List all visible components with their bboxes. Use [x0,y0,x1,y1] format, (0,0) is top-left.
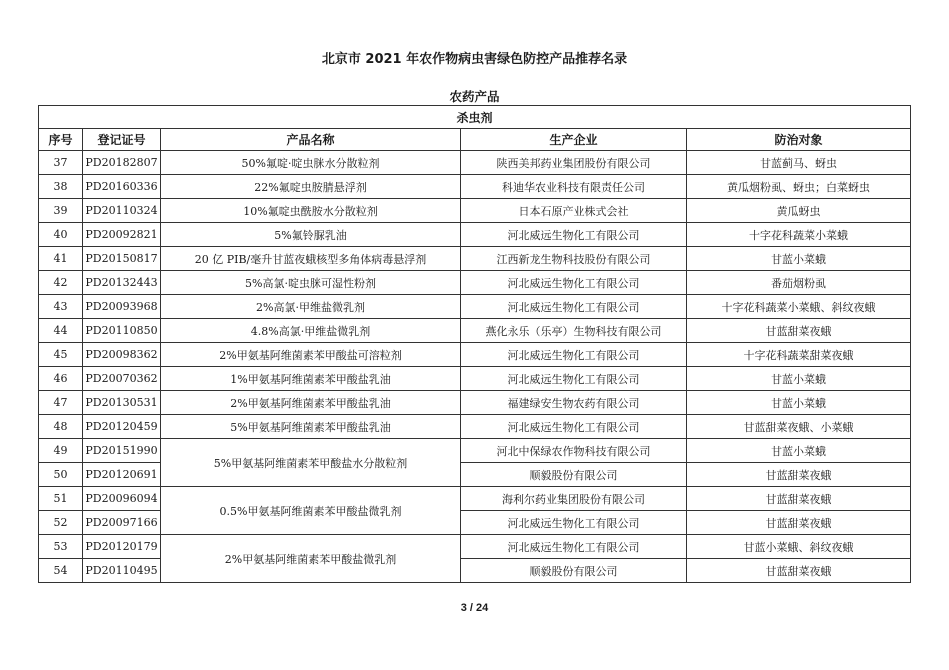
row-product: 22%氟啶虫胺腈悬浮剂 [161,175,461,199]
row-product: 2%甲氨基阿维菌素苯甲酸盐微乳剂 [161,535,461,583]
col-header-reg-no: 登记证号 [83,129,161,151]
row-company: 河北威远生物化工有限公司 [461,343,687,367]
table-row [39,247,911,271]
row-index: 44 [39,319,83,343]
table-row [39,271,911,295]
row-product: 10%氟啶虫酰胺水分散粒剂 [161,199,461,223]
row-target: 十字花科蔬菜小菜蛾、斜纹夜蛾 [687,295,911,319]
row-product: 1%甲氨基阿维菌素苯甲酸盐乳油 [161,367,461,391]
row-target: 甘蓝小菜蛾 [687,367,911,391]
row-target: 甘蓝甜菜夜蛾 [687,559,911,583]
row-target: 甘蓝小菜蛾、斜纹夜蛾 [687,535,911,559]
row-product: 5%氟铃脲乳油 [161,223,461,247]
row-reg-no: PD20151990 [83,439,161,463]
row-index: 42 [39,271,83,295]
row-target: 黄瓜蚜虫 [687,199,911,223]
row-target: 甘蓝甜菜夜蛾 [687,487,911,511]
row-product: 5%甲氨基阿维菌素苯甲酸盐水分散粒剂 [161,439,461,487]
row-reg-no: PD20132443 [83,271,161,295]
table-row [39,439,911,463]
row-product: 2%高氯·甲维盐微乳剂 [161,295,461,319]
table-row [39,391,911,415]
row-company: 江西新龙生物科技股份有限公司 [461,247,687,271]
row-index: 51 [39,487,83,511]
table-row [39,535,911,559]
category-header: 杀虫剂 [39,106,911,129]
row-product: 4.8%高氯·甲维盐微乳剂 [161,319,461,343]
row-company: 河北威远生物化工有限公司 [461,271,687,295]
row-reg-no: PD20070362 [83,367,161,391]
page-indicator: 3 / 24 [460,602,489,614]
product-table [38,105,911,583]
row-target: 甘蓝蓟马、蚜虫 [687,151,911,175]
table-row [39,295,911,319]
row-company: 燕化永乐（乐亭）生物科技有限公司 [461,319,687,343]
col-header-company: 生产企业 [461,129,687,151]
row-index: 38 [39,175,83,199]
row-index: 54 [39,559,83,583]
row-target: 番茄烟粉虱 [687,271,911,295]
row-target: 甘蓝小菜蛾 [687,247,911,271]
row-index: 52 [39,511,83,535]
row-product: 5%高氯·啶虫脒可湿性粉剂 [161,271,461,295]
row-reg-no: PD20130531 [83,391,161,415]
row-index: 48 [39,415,83,439]
row-product: 2%甲氨基阿维菌素苯甲酸盐乳油 [161,391,461,415]
row-target: 甘蓝甜菜夜蛾 [687,319,911,343]
row-reg-no: PD20120691 [83,463,161,487]
row-index: 41 [39,247,83,271]
row-company: 河北威远生物化工有限公司 [461,511,687,535]
row-target: 甘蓝小菜蛾 [687,439,911,463]
row-reg-no: PD20096094 [83,487,161,511]
row-index: 45 [39,343,83,367]
row-product: 20 亿 PIB/毫升甘蓝夜蛾核型多角体病毒悬浮剂 [161,247,461,271]
table-row [39,487,911,511]
row-target: 甘蓝甜菜夜蛾、小菜蛾 [687,415,911,439]
table-row [39,415,911,439]
row-reg-no: PD20093968 [83,295,161,319]
row-reg-no: PD20098362 [83,343,161,367]
row-company: 福建绿安生物农药有限公司 [461,391,687,415]
row-company: 海利尔药业集团股份有限公司 [461,487,687,511]
row-target: 黄瓜烟粉虱、蚜虫；白菜蚜虫 [687,175,911,199]
row-reg-no: PD20120179 [83,535,161,559]
row-index: 39 [39,199,83,223]
col-header-index: 序号 [39,129,83,151]
table-row [39,319,911,343]
col-header-product: 产品名称 [161,129,461,151]
row-product: 5%甲氨基阿维菌素苯甲酸盐乳油 [161,415,461,439]
row-index: 37 [39,151,83,175]
row-target: 十字花科蔬菜甜菜夜蛾 [687,343,911,367]
row-target: 甘蓝甜菜夜蛾 [687,511,911,535]
row-product: 50%氟啶·啶虫脒水分散粒剂 [161,151,461,175]
table-row [39,343,911,367]
row-index: 53 [39,535,83,559]
row-target: 十字花科蔬菜小菜蛾 [687,223,911,247]
row-reg-no: PD20097166 [83,511,161,535]
row-company: 顺毅股份有限公司 [461,559,687,583]
row-company: 陕西美邦药业集团股份有限公司 [461,151,687,175]
row-index: 40 [39,223,83,247]
row-company: 河北中保绿农作物科技有限公司 [461,439,687,463]
row-company: 顺毅股份有限公司 [461,463,687,487]
row-company: 科迪华农业科技有限责任公司 [461,175,687,199]
row-index: 47 [39,391,83,415]
row-product: 2%甲氨基阿维菌素苯甲酸盐可溶粒剂 [161,343,461,367]
table-row [39,175,911,199]
row-reg-no: PD20182807 [83,151,161,175]
row-reg-no: PD20110850 [83,319,161,343]
row-index: 50 [39,463,83,487]
row-company: 河北威远生物化工有限公司 [461,535,687,559]
row-reg-no: PD20092821 [83,223,161,247]
document-title: 北京市 2021 年农作物病虫害绿色防控产品推荐名录 [321,52,628,67]
table-row [39,367,911,391]
row-company: 河北威远生物化工有限公司 [461,415,687,439]
row-reg-no: PD20160336 [83,175,161,199]
row-target: 甘蓝甜菜夜蛾 [687,463,911,487]
row-reg-no: PD20110495 [83,559,161,583]
table-row [39,223,911,247]
row-company: 河北威远生物化工有限公司 [461,367,687,391]
row-index: 49 [39,439,83,463]
row-index: 43 [39,295,83,319]
row-target: 甘蓝小菜蛾 [687,391,911,415]
row-reg-no: PD20120459 [83,415,161,439]
row-reg-no: PD20150817 [83,247,161,271]
row-index: 46 [39,367,83,391]
row-company: 日本石原产业株式会社 [461,199,687,223]
table-row [39,151,911,175]
row-company: 河北威远生物化工有限公司 [461,223,687,247]
row-product: 0.5%甲氨基阿维菌素苯甲酸盐微乳剂 [161,487,461,535]
section-subtitle: 农药产品 [449,89,500,104]
row-reg-no: PD20110324 [83,199,161,223]
row-company: 河北威远生物化工有限公司 [461,295,687,319]
table-row [39,199,911,223]
col-header-target: 防治对象 [687,129,911,151]
